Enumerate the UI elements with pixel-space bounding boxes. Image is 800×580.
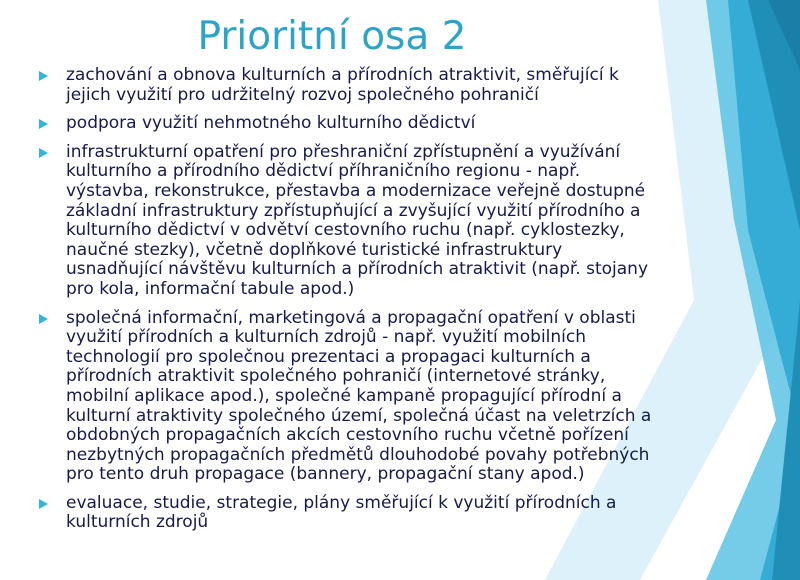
bullet-item: [36, 309, 664, 485]
bullet-item: [36, 66, 664, 105]
bullet-arrow-icon: [39, 71, 48, 81]
bullet-text: zachování a obnova kulturních a přírodních atraktivit, směřující k jejich využití pro udržitelný rozvoj společného pohraničí: [66, 65, 619, 105]
bullet-text: infrastrukturní opatření pro přeshraniční zpřístupnění a využívání kulturního a přírodního dědictví příhraničního regionu - např. výstavba, rekonstrukce, přestavba a modernizace veřejně dostupné základní infrastruktury zpřístupňující a zvyšující využití přírodního a kulturního dědictví v odvětví cestovního ruchu (např. cyklostezky, naučné stezky), včetně doplňkové turistické infrastruktury usnadňující návštěvu kulturních a přírodních atraktivit (např. stojany pro kola, informační tabule apod.): [66, 141, 649, 299]
bullet-arrow-icon: [39, 314, 48, 324]
bullet-text: evaluace, studie, strategie, plány směřující k využití přírodních a kulturních zdrojů: [66, 492, 617, 533]
bullet-text: společná informační, marketingová a propagační opatření v oblasti využití přírodních a kulturních zdrojů - např. využití mobilních technologií pro společnou prezentaci a propagaci kulturních a přírodních atraktivit společného pohraničí (internetové stránky, mobilní aplikace apod.), společné kampaně propagující přírodní a kulturní atraktivity společného území, společná účast na veletrzích a obdobných propagačních akcích cestovního ruchu včetně pořízení nezbytných propagačních předmětů dlouhodobé povahy potřebných pro tento druh propagace (bannery, propagační stany apod.): [66, 307, 652, 485]
bullet-arrow-icon: [39, 499, 48, 509]
slide-title: Prioritní osa 2: [197, 14, 467, 59]
bullet-text: podpora využití nehmotného kulturního dědictví: [66, 113, 476, 134]
bullet-arrow-icon: [39, 148, 48, 158]
bullet-arrow-icon: [39, 119, 48, 129]
bullet-item: [36, 494, 664, 533]
bullet-list: [36, 66, 664, 542]
bullet-item: [36, 114, 664, 134]
bullet-item: [36, 143, 664, 300]
